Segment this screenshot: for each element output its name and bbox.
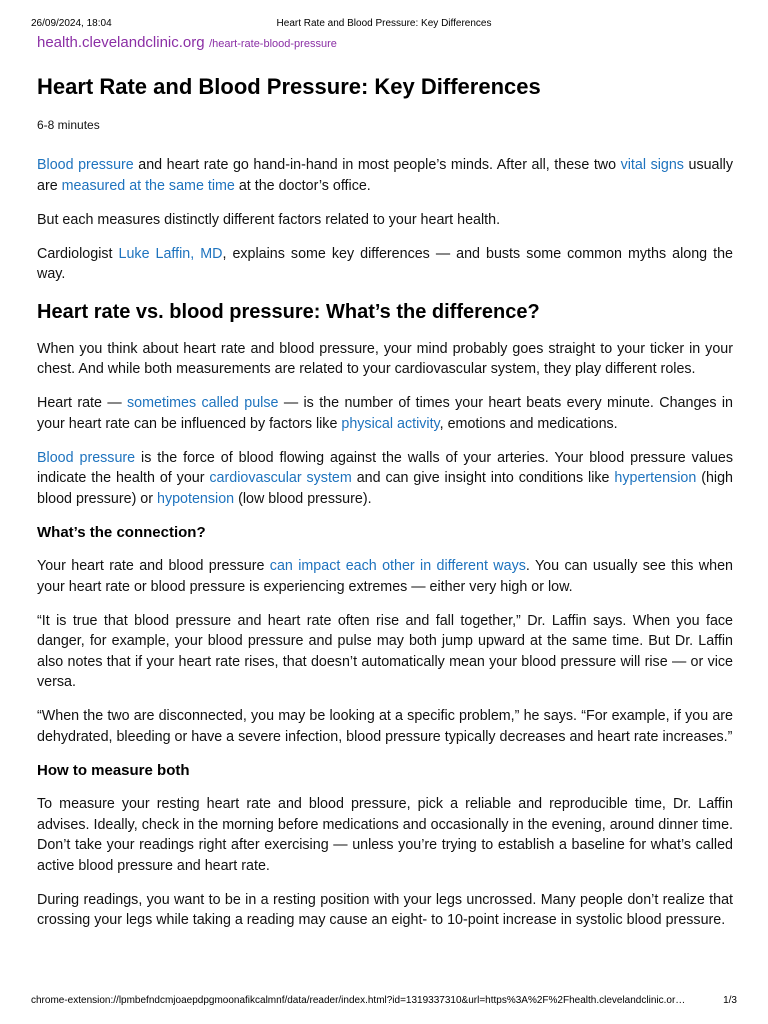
link-hypotension[interactable]: hypotension [157, 490, 235, 507]
heading-difference: Heart rate vs. blood pressure: What’s the difference? [37, 300, 540, 323]
heading-measure: How to measure both [37, 762, 190, 779]
paragraph-rise-fall: “It is true that blood pressure and heart rate often rise and fall together,” Dr. Laffin says. When you face danger, for example, your blood pressure and pulse may both jump upward at the same time. But Dr. Laffin also notes that if your heart rate rises, that doesn’t automatically mean your blood pressure will rise — or vice versa. [37, 612, 733, 690]
paragraph-readings: During readings, you want to be in a resting position with your legs uncrossed. Many people don’t realize that crossing your legs while taking a reading may cause an eight- to 10-point increase in systolic blood pressure. [37, 891, 733, 928]
link-blood-pressure-2[interactable]: Blood pressure [37, 449, 136, 466]
print-header [31, 17, 737, 31]
source-domain-link[interactable]: health.clevelandclinic.org [37, 34, 205, 51]
paragraph-heart-rate: Heart rate — sometimes called pulse — is the number of times your heart beats every minute. Changes in your heart rate can be influenced by factors like physical activity, emotions and medications. [37, 395, 733, 432]
print-page-number: 1/3 [723, 995, 737, 1006]
print-url: chrome-extension://lpmbefndcmjoaepdpgmoonafikcalmnf/data/reader/index.html?id=1319337310&url=https%3A%2F%2Fhealth.clevelandclinic.or… [31, 995, 686, 1006]
paragraph-ticker: When you think about heart rate and blood pressure, your mind probably goes straight to your ticker in your chest. And while both measurements are related to your cardiovascular system, they play different roles. [37, 340, 733, 377]
paragraph-blood-pressure: Blood pressure is the force of blood flowing against the walls of your arteries. Your blood pressure values indicate the health of your cardiovascular system and can give insight into conditions like hypertension (high blood pressure) or hypotension (low blood pressure). [37, 449, 733, 507]
link-impact-each-other[interactable]: can impact each other in different ways [269, 558, 526, 574]
link-pulse[interactable]: sometimes called pulse [127, 395, 279, 411]
print-datetime: 26/09/2024, 18:04 [31, 18, 112, 29]
link-cardiovascular-system[interactable]: cardiovascular system [209, 470, 352, 486]
link-hypertension[interactable]: hypertension [614, 470, 697, 486]
link-measured-same-time[interactable]: measured at the same time [61, 177, 235, 194]
print-page-title: Heart Rate and Blood Pressure: Key Differences [276, 18, 492, 29]
link-physical-activity[interactable]: physical activity [341, 415, 440, 432]
heading-connection: What’s the connection? [37, 524, 206, 541]
paragraph-measure: To measure your resting heart rate and blood pressure, pick a reliable and reproducible time, Dr. Laffin advises. Ideally, check in the morning before medications and occasionally in the evening, around dinner time. Don’t take your readings right after exercising — unless you’re trying to establish a baseline for what’s called active blood pressure and heart rate. [37, 796, 733, 874]
source-link [37, 33, 733, 53]
paragraph-disconnected: “When the two are disconnected, you may be looking at a specific problem,” he says. “For example, if you are dehydrated, bleeding or have a severe infection, blood pressure typically decreases and heart rate increases.” [37, 708, 733, 745]
print-footer [31, 994, 737, 1008]
paragraph-impact: Your heart rate and blood pressure can impact each other in different ways. You can usually see this when your heart rate or blood pressure is experiencing extremes — either very high or low. [37, 558, 733, 595]
source-path-link[interactable]: /heart-rate-blood-pressure [209, 38, 337, 50]
article-content [37, 33, 733, 931]
read-time: 6-8 minutes [37, 118, 100, 132]
paragraph-intro: Blood pressure and heart rate go hand-in-hand in most people’s minds. After all, these two vital signs usually are measured at the same time at the doctor’s office. [37, 157, 733, 194]
link-luke-laffin[interactable]: Luke Laffin, MD [118, 245, 223, 262]
paragraph-factors: But each measures distinctly different factors related to your heart health. [37, 211, 501, 228]
link-vital-signs[interactable]: vital signs [620, 157, 684, 173]
article-title: Heart Rate and Blood Pressure: Key Differences [37, 74, 541, 99]
link-blood-pressure[interactable]: Blood pressure [37, 157, 134, 173]
paragraph-cardiologist: Cardiologist Luke Laffin, MD, explains some key differences — and busts some common myths along the way. [37, 245, 733, 282]
